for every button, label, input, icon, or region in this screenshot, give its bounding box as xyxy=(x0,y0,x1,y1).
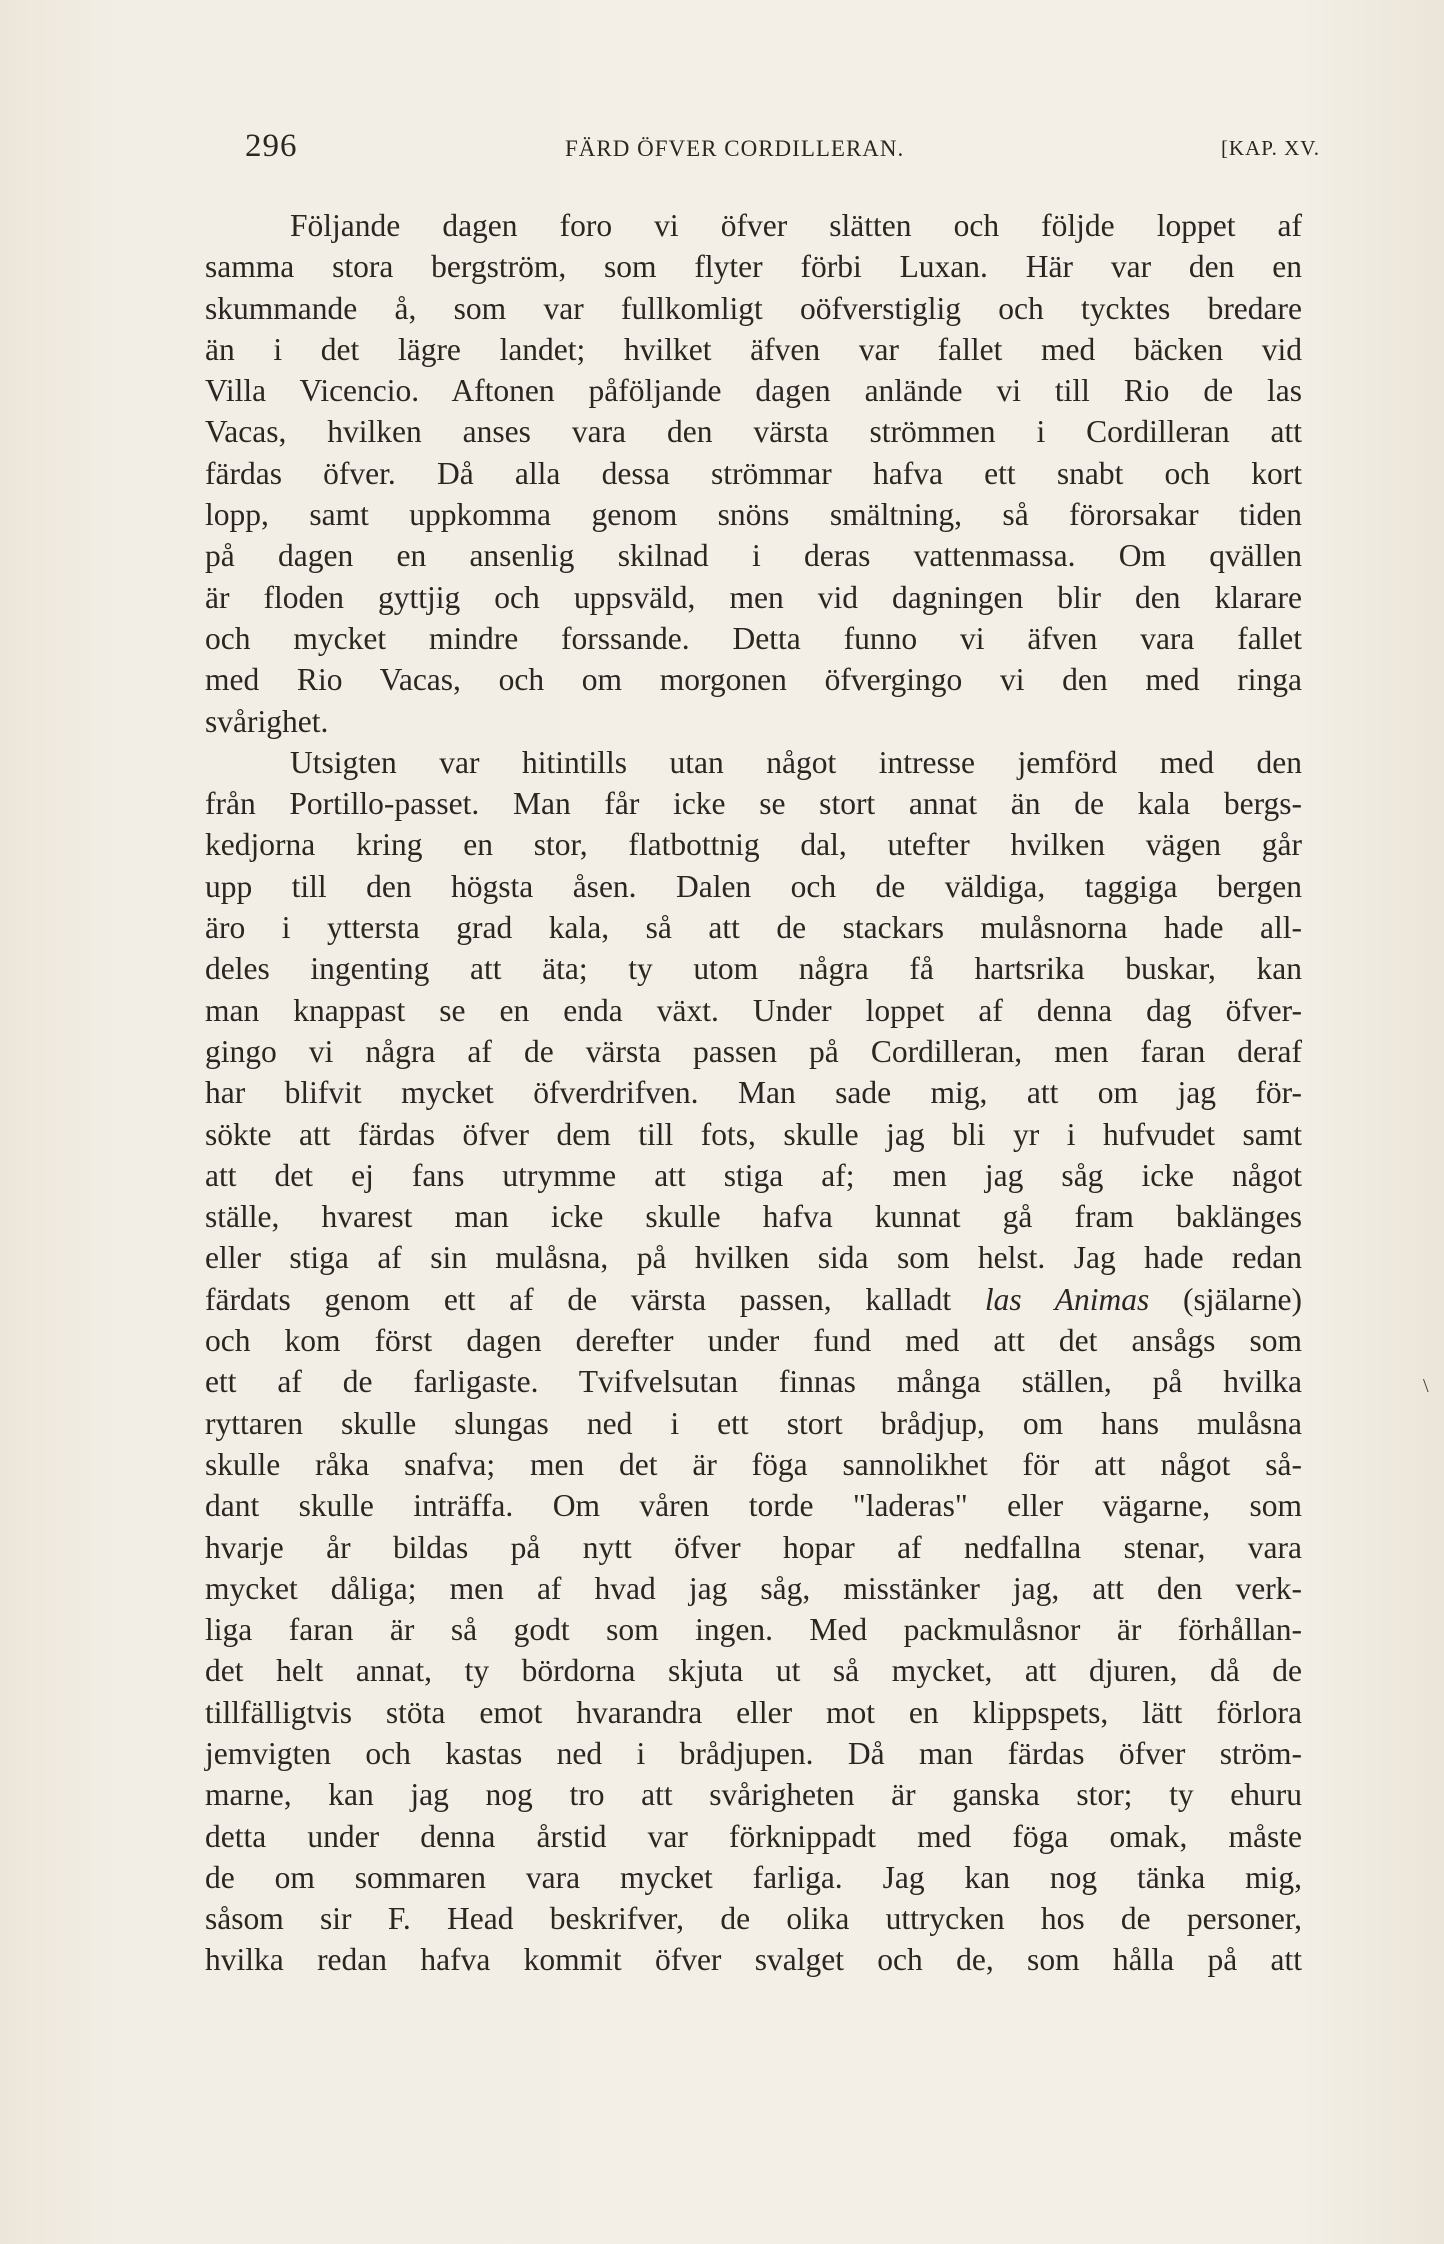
text-line: hvilka redan hafva kommit öfver svalget och de, som hålla på att xyxy=(205,1942,1302,1978)
text-line: skulle råka snafva; men det är föga sannolikhet för att något så- xyxy=(205,1446,1302,1482)
text-line: dant skulle inträffa. Om våren torde "laderas" eller vägarne, som xyxy=(205,1488,1302,1524)
text-line: färdas öfver. Då alla dessa strömmar hafva ett snabt och kort xyxy=(205,455,1302,491)
text-line: ett af de farligaste. Tvifvelsutan finnas många ställen, på hvilka xyxy=(205,1364,1302,1400)
body-text xyxy=(205,205,1302,1981)
italic-term: las Animas xyxy=(984,1281,1150,1317)
text-line: jemvigten och kastas ned i brådjupen. Då man färdas öfver ström- xyxy=(205,1735,1302,1771)
text-line: än i det lägre landet; hvilket äfven var fallet med bäcken vid xyxy=(205,331,1302,367)
page-number: 296 xyxy=(245,128,298,164)
text-line: och mycket mindre forssande. Detta funno vi äfven vara fallet xyxy=(205,620,1302,656)
text-line: Utsigten var hitintills utan något intresse jemförd med den xyxy=(290,744,1302,780)
margin-mark: \ xyxy=(1423,1375,1429,1397)
text-line: det helt annat, ty bördorna skjuta ut så mycket, att djuren, då de xyxy=(205,1653,1302,1689)
running-title: FÄRD ÖFVER CORDILLERAN. xyxy=(565,136,905,161)
text-line: liga faran är så godt som ingen. Med packmulåsnor är förhållan- xyxy=(205,1612,1302,1648)
text-line: samma stora bergström, som flyter förbi Luxan. Här var den en xyxy=(205,249,1302,285)
page-header xyxy=(245,128,1320,168)
text-line: kedjorna kring en stor, flatbottnig dal, utefter hvilken vägen går xyxy=(205,827,1302,863)
text-line: de om sommaren vara mycket farliga. Jag kan nog tänka mig, xyxy=(205,1859,1302,1895)
text-line: på dagen en ansenlig skilnad i deras vattenmassa. Om qvällen xyxy=(205,538,1302,574)
text-line: och kom först dagen derefter under fund med att det ansågs som xyxy=(205,1323,1302,1359)
text-line: färdats genom ett af de värsta passen, kalladt las Animas (själarne) xyxy=(205,1281,1302,1317)
chapter-marker: [KAP. XV. xyxy=(1220,136,1320,160)
text-line: mycket dåliga; men af hvad jag såg, misstänker jag, att den verk- xyxy=(205,1570,1302,1606)
text-line: Villa Vicencio. Aftonen påföljande dagen anlände vi till Rio de las xyxy=(205,373,1302,409)
text-line: marne, kan jag nog tro att svårigheten är ganska stor; ty ehuru xyxy=(205,1777,1302,1813)
text-line: upp till den högsta åsen. Dalen och de väldiga, taggiga bergen xyxy=(205,868,1302,904)
text-line: tillfälligtvis stöta emot hvarandra eller mot en klippspets, lätt förlora xyxy=(205,1694,1302,1730)
text-line: deles ingenting att äta; ty utom några få hartsrika buskar, kan xyxy=(205,951,1302,987)
text-line: eller stiga af sin mulåsna, på hvilken sida som helst. Jag hade redan xyxy=(205,1240,1302,1276)
text-line: är floden gyttjig och uppsväld, men vid dagningen blir den klarare xyxy=(205,579,1302,615)
text-line: hvarje år bildas på nytt öfver hopar af nedfallna stenar, vara xyxy=(205,1529,1302,1565)
text-line: från Portillo-passet. Man får icke se stort annat än de kala bergs- xyxy=(205,786,1302,822)
text-line: lopp, samt uppkomma genom snöns smältning, så förorsakar tiden xyxy=(205,497,1302,533)
text-line: detta under denna årstid var förknippadt med föga omak, måste xyxy=(205,1818,1302,1854)
text-line: äro i yttersta grad kala, så att de stackars mulåsnorna hade all- xyxy=(205,910,1302,946)
text-line: Vacas, hvilken anses vara den värsta strömmen i Cordilleran att xyxy=(205,414,1302,450)
text-line: ställe, hvarest man icke skulle hafva kunnat gå fram baklänges xyxy=(205,1199,1302,1235)
text-line: sökte att färdas öfver dem till fots, skulle jag bli yr i hufvudet samt xyxy=(205,1116,1302,1152)
text-line: såsom sir F. Head beskrifver, de olika uttrycken hos de personer, xyxy=(205,1901,1302,1937)
text-line: med Rio Vacas, och om morgonen öfvergingo vi den med ringa xyxy=(205,662,1302,698)
text-line: svårighet. xyxy=(205,703,329,739)
text-line: ryttaren skulle slungas ned i ett stort brådjup, om hans mulåsna xyxy=(205,1405,1302,1441)
text-line: skummande å, som var fullkomligt oöfverstiglig och tycktes bredare xyxy=(205,290,1302,326)
text-line: har blifvit mycket öfverdrifven. Man sade mig, att om jag för- xyxy=(205,1075,1302,1111)
text-line: Följande dagen foro vi öfver slätten och följde loppet af xyxy=(290,208,1302,243)
text-line: att det ej fans utrymme att stiga af; men jag såg icke något xyxy=(205,1157,1302,1193)
text-line: man knappast se en enda växt. Under loppet af denna dag öfver- xyxy=(205,992,1302,1028)
text-line: gingo vi några af de värsta passen på Cordilleran, men faran deraf xyxy=(205,1033,1302,1069)
